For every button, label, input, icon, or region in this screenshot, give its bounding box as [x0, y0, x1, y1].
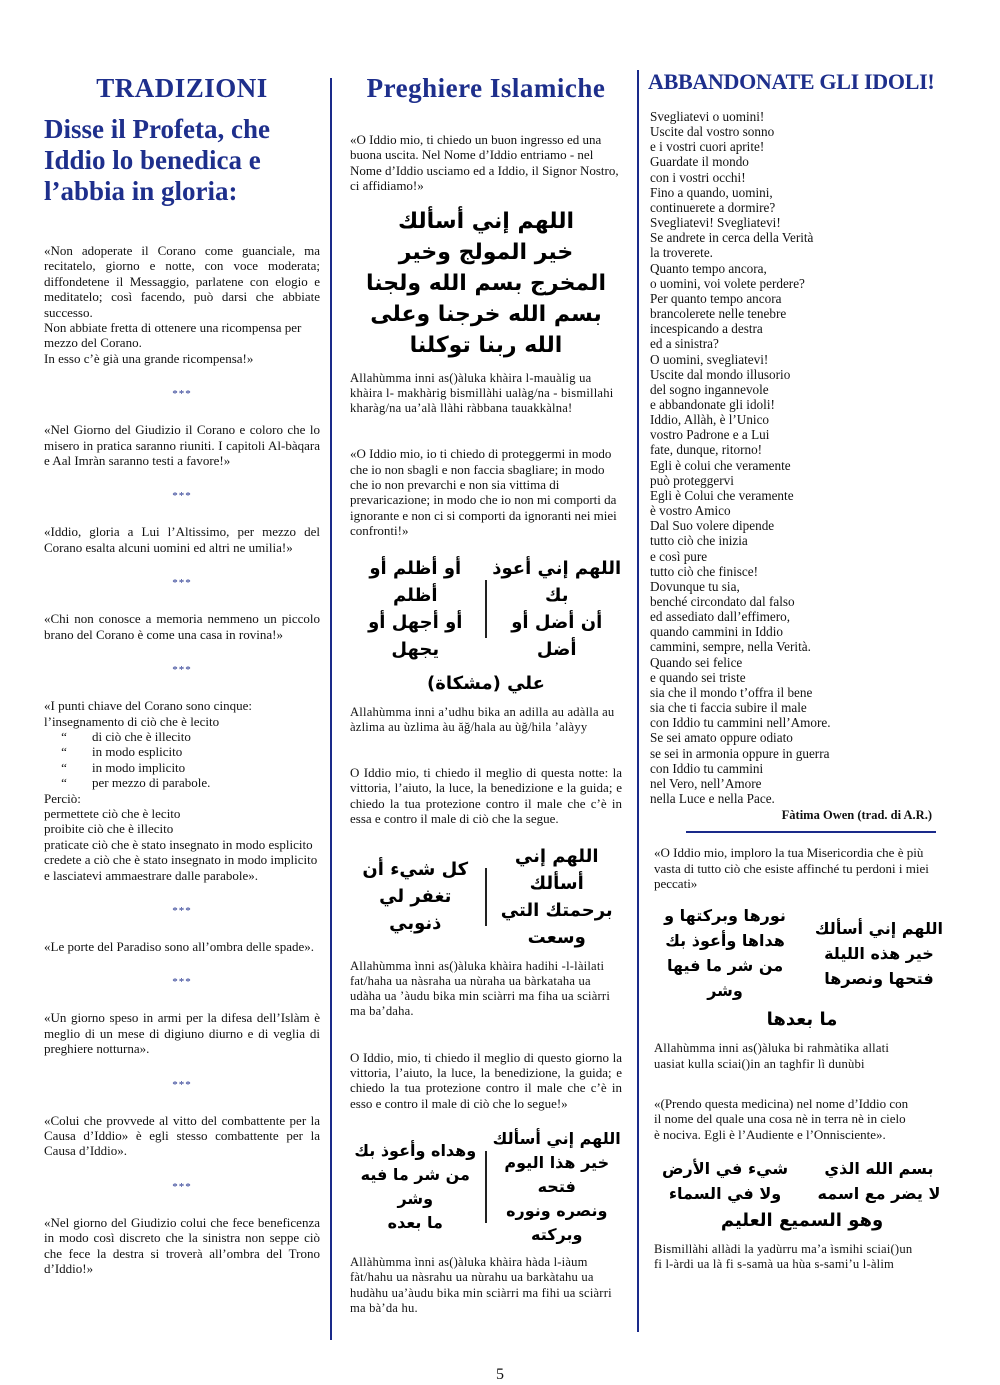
hadith-text: «Nel Giorno del Giudizio il Corano e coloro che lo misero in pratica saranno riuniti. I capitoli Al-bàqara e Aal Imràn saranno testi a favore!»	[44, 422, 320, 469]
hadith-block	[44, 243, 320, 366]
prayer-block	[650, 845, 950, 1072]
arabic-line: لا يضر مع اسمه	[817, 1184, 941, 1204]
poem-line: con Iddio tu cammini	[650, 760, 764, 776]
poem-line: tutto ciò che inizia	[650, 533, 748, 549]
list-item-text: per mezzo di parabole.	[92, 775, 211, 791]
section-title: TRADIZIONI	[96, 73, 268, 103]
arabic-line: فتحها ونصرها	[824, 968, 934, 988]
arabic-column-left	[654, 903, 796, 1003]
arabic-line: ولا في السماء	[668, 1184, 782, 1204]
poem-line: incespicando a destra	[650, 321, 763, 337]
arabic-line: بسم الله خرجنا وعلى	[370, 301, 602, 327]
hadith-block	[44, 939, 320, 954]
hadith-block	[44, 611, 320, 642]
separator: ***	[172, 577, 192, 590]
arabic-column-left	[350, 1139, 481, 1235]
page-number: 5	[496, 1366, 504, 1383]
arabic-line: شيء في الأرض	[662, 1159, 789, 1179]
ditto-mark: “	[61, 775, 67, 791]
poem-line: o uomini, voi volete perdere?	[650, 275, 805, 291]
poem-line: Quando sei felice	[650, 654, 743, 670]
poem-line: Se sei amato oppure odiato	[650, 730, 793, 746]
prayer-block	[350, 132, 622, 416]
arabic-line: ونصره ونوره وبركته	[506, 1201, 608, 1245]
prayer-text: «O Iddio mio, ti chiedo un buon ingresso ed una buona uscita. Nel Nome d’Iddio entriamo - nel Nome d’Iddio usciamo ed a Iddio, il Signor Nostro, ci affidiamo!»	[350, 132, 619, 194]
poem-line: ed a sinistra?	[650, 336, 719, 352]
arabic-line: خير هذا اليوم فتحه	[504, 1153, 610, 1197]
separator: ***	[172, 664, 192, 677]
poem-line: e i vostri cuori aprite!	[650, 139, 765, 155]
arabic-column-right	[491, 843, 622, 951]
poem-line: Egli è colui che veramente	[650, 457, 791, 473]
arabic-line: اللهم إني أسألك	[492, 1129, 621, 1149]
arabic-calligraphy	[654, 1156, 950, 1206]
column-divider	[637, 70, 639, 1332]
hadith-text: «I punti chiave del Corano sono cinque:	[44, 698, 252, 714]
transliteration: Allahùmma ìnni as()àluka khàira hadihi -l-làilati fat/haha ua nàsraha ua nùraha ua bàrkataha ua udàha ua ’àudu bika min sciàrri ma fiha ua sciàrri ma ba’daha.	[350, 958, 611, 1019]
poem-line: Iddio, Allàh, è l’Unico	[650, 412, 770, 428]
prayer-block	[350, 446, 622, 735]
arabic-line: أو أجهل أو يجهل	[368, 611, 463, 660]
prayer-block	[350, 1050, 622, 1316]
arabic-column-left	[654, 1156, 796, 1206]
hadith-text: «Le porte del Paradiso sono all’ombra delle spade».	[44, 938, 315, 954]
arabic-column-right	[491, 555, 622, 663]
poem-line: Guardate il mondo	[650, 154, 749, 170]
arabic-calligraphy	[350, 843, 622, 951]
column-preghiere	[350, 65, 622, 1316]
column-tradizioni	[44, 65, 320, 1276]
arabic-line: اللهم إني أسألك	[397, 208, 575, 234]
arabic-line: وهداه وأعوذ بك	[354, 1141, 477, 1161]
arabic-column-right	[491, 1127, 622, 1247]
column-abbandonate	[650, 65, 950, 1272]
hadith-text: In esso c’è già una grande ricompensa!»	[44, 350, 254, 366]
ditto-mark: “	[61, 728, 67, 744]
arabic-line: من شر ما فيها وشر	[666, 956, 784, 1001]
poem-line: tutto ciò che finisce!	[650, 563, 759, 579]
prayer-block	[650, 1096, 950, 1273]
poem-line: Fino a quando, uomini,	[650, 184, 773, 200]
list-item	[44, 775, 320, 790]
separator: ***	[172, 976, 192, 989]
poem-line: nella Luce e nella Pace.	[650, 791, 775, 807]
column-divider	[330, 78, 332, 1340]
prayer-text: «O Iddio mio, imploro la tua Misericordia che è più vasta di tutto ciò che esiste affinché tu perdoni i miei peccati»	[654, 845, 929, 891]
arabic-column-right	[808, 916, 950, 991]
poem-author: Fàtima Owen (trad. di A.R.)	[781, 808, 932, 823]
separator: ***	[172, 490, 192, 503]
transliteration: Allahùmma inni as()àluka bi rahmàtika allati uasiat kulla sciai()in an taghfir lì dunùbi	[654, 1041, 890, 1071]
hadith-text: credete a ciò che è stato insegnato in modo implicito	[44, 852, 318, 868]
arabic-line: من شر ما فيه وشر	[360, 1165, 470, 1209]
prayer-text: O Iddio mio, ti chiedo il meglio di questa notte: la vittoria, l’aiuto, la luce, la benedizione e la guida; e chiedo la tua protezione contro il male che c’è in essa e contro il male di ciò che la segue.	[350, 765, 622, 827]
arabic-line: وهو السميع العليم	[720, 1210, 884, 1232]
poem-line: può proteggervi	[650, 472, 734, 488]
list-item-text: in modo implicito	[92, 759, 186, 775]
arabic-line: أو أظلم أو أظلم	[369, 557, 462, 606]
hadith-block	[44, 1215, 320, 1277]
poem-line: vostro Padrone e a Lui	[650, 427, 770, 443]
arabic-line: المخرج بسم الله ولجنا	[366, 270, 606, 296]
hadith-block	[44, 422, 320, 468]
list-item-text: di ciò che è illecito	[92, 728, 191, 744]
arabic-calligraphy	[350, 555, 622, 663]
poem-line: sia che il mondo t’offra il bene	[650, 684, 813, 700]
hadith-text: «Colui che provvede al vitto del combattente per la Causa d’Iddio» è egli stesso combattente per la Causa d’Iddio».	[44, 1112, 320, 1159]
prayer-block	[350, 765, 622, 1019]
hadith-text: «Non adoperate il Corano come guanciale, ma recitatelo, giorno e notte, con voce moderata; diffondetene il Messaggio, parlatene con elogio e meditatelo; così facendo, può darsi che abbiate successo.	[44, 243, 320, 320]
arabic-line: هداها وأعوذ بك	[665, 931, 785, 951]
poem-line: continuerete a dormire?	[650, 199, 776, 215]
prayer-text: O Iddio, mio, ti chiedo il meglio di questo giorno la vittoria, l’aiuto, la luce, la benedizione, la guida; e chiedo la tua protezione contro il male che c’è in esso e contro il male di ciò che lo segue!»	[350, 1049, 622, 1111]
poem-line: del sogno ingannevole	[650, 381, 769, 397]
poem-line: cammini, sempre, nella Verità.	[650, 639, 811, 655]
arabic-line: خير هذه الليلة	[824, 943, 934, 963]
list-item	[44, 760, 320, 775]
hadith-block	[44, 1010, 320, 1056]
poem-line: è vostro Amico	[650, 503, 731, 519]
poem-line: Quanto tempo ancora,	[650, 260, 767, 276]
arabic-line: برحمتك التي وسعت	[500, 899, 613, 948]
poem-line: e così pure	[650, 548, 708, 564]
arabic-calligraphy	[350, 206, 622, 361]
transliteration: Allahùmma inni as()àluka khàira l-mauàlig ua khàira l- makhàrig bismillàhi ualàg/na - bismillahi kharàg/na ua’alà llàhi ràbbana tauakkàlna!	[350, 370, 614, 416]
hadith-text: «Iddio, gloria a Lui l’Altissimo, per mezzo del Corano esalta alcuni uomini ed altri ne umilia!»	[44, 524, 320, 555]
transliteration: Allahùmma inni a’udhu bika an adilla au adàlla au àzlima au ùzlima àu ăğ/hala au ùğ/hila ’alàyy	[350, 704, 615, 734]
section-title: ABBANDONATE GLI IDOLI!	[648, 69, 935, 94]
hadith-text: l’insegnamento di ciò che è lecito	[44, 713, 220, 729]
hadith-block	[44, 524, 320, 555]
arabic-line: كل شيء أن	[362, 859, 469, 881]
hadith-text: «Un giorno speso in armi per la difesa dell’Islàm è meglio di un mese di digiuno diurno e di veglia di preghiere notturna».	[44, 1010, 320, 1057]
list-item-text: in modo esplicito	[92, 744, 183, 760]
poem-line: con i vostri occhi!	[650, 169, 746, 185]
list-item	[44, 729, 320, 744]
hadith-text: praticate ciò che è stato insegnato in modo esplicito	[44, 836, 313, 852]
poem-line: la troverete.	[650, 245, 713, 261]
poem-line: ed assediato dall’effimero,	[650, 609, 791, 625]
poem-line: benché circondato dal falso	[650, 594, 795, 609]
poem-line: se sei in armonia oppure in guerra	[650, 745, 830, 761]
hadith-text: «Nel giorno del Giudizio colui che fece beneficenza in modo così discreto che la sinistra non seppe ciò che fece la destra si troverà all’ombra del Trono d’Iddio!»	[44, 1214, 320, 1277]
hadith-block	[44, 1113, 320, 1159]
poem-line: Uscite dal vostro sonno	[650, 124, 775, 140]
poem-line: Dovunque tu sia,	[650, 578, 740, 594]
hadith-text: «Chi non conosce a memoria nemmeno un piccolo brano del Corano è come una casa in rovina!»	[44, 611, 320, 642]
arabic-calligraphy	[654, 903, 950, 1003]
horizontal-divider	[686, 831, 936, 833]
arabic-column-right	[808, 1156, 950, 1206]
poem-line: Per quanto tempo ancora	[650, 290, 782, 306]
arabic-calligraphy	[350, 1127, 622, 1247]
arabic-line: نورها وبركتها و	[664, 906, 786, 926]
poem-line: quando cammini in Iddio	[650, 624, 783, 640]
poem-line: nel Vero, nell’Amore	[650, 775, 762, 791]
arabic-line: اللهم إني أسألك	[814, 918, 943, 938]
poem-line: brancolerete nelle tenebre	[650, 306, 787, 322]
arabic-line: ما بعدها	[766, 1009, 838, 1031]
poem-line: sia che ti faccia subire il male	[650, 700, 807, 716]
ditto-mark: “	[61, 759, 67, 775]
separator: ***	[172, 388, 192, 401]
poem-line: e quando sei triste	[650, 669, 746, 685]
section-subtitle: Disse il Profeta, che Iddio lo benedica e l’abbia in gloria:	[44, 114, 270, 206]
hadith-block	[44, 698, 320, 883]
prayer-text: «O Iddio mio, io ti chiedo di proteggermi in modo che io non sbagli e non faccia sbagliare; in modo che io non prevarchi e non sia vittima di prevaricazione; in modo che io non mi comporti da ignorante e non ci si comporti da ignoranti nei miei confronti!»	[350, 446, 617, 539]
arabic-column-left	[350, 856, 481, 937]
poem-line: Svegliatevi! Svegliatevi!	[650, 215, 781, 231]
poem-line: Svegliatevi o uomini!	[650, 109, 765, 124]
separator: ***	[172, 1180, 192, 1193]
hadith-text: proibite ciò che è illecito	[44, 821, 174, 837]
arabic-column-left	[350, 555, 481, 663]
poem-line: e abbandonate gli idoli!	[650, 396, 775, 412]
separator: ***	[172, 1078, 192, 1091]
arabic-line: ما بعده	[387, 1213, 443, 1233]
poem-line: Uscite dal mondo illusorio	[650, 366, 791, 382]
transliteration: Allàhùmma ìnni as()àluka khàira hàda l-iàum fàt/hahu ua nàsrahu ua nùrahu ua barkàtahu ua hudàhu ua’àudu bika min sciàrri ma fihi ua sciàrri ma bà’da hu.	[350, 1255, 612, 1315]
arabic-line: بسم الله الذي	[824, 1159, 934, 1179]
calligraphy-divider	[485, 1151, 487, 1223]
prayer-text: «(Prendo questa medicina) nel nome d’Iddio con il nome del quale una cosa nè in terra nè in cielo è nociva. Egli è l’Audiente e l’Onnisciente».	[654, 1095, 909, 1142]
hadith-text: Perciò:	[44, 790, 81, 806]
poem-line: Egli è Colui che veramente	[650, 487, 794, 503]
hadith-text: Non abbiate fretta di ottenere una ricompensa per mezzo del Corano.	[44, 320, 302, 351]
poem-line: fate, dunque, ritorno!	[650, 442, 763, 458]
calligraphy-divider	[485, 580, 487, 638]
poem-line: O uomini, svegliatevi!	[650, 351, 769, 367]
arabic-line: اللهم إني أعوذ بك	[492, 557, 622, 606]
ditto-mark: “	[61, 744, 67, 760]
hadith-text: e lasciatevi ammaestrare dalle parabole».	[44, 867, 259, 883]
arabic-line: أن أضل أو أضل	[511, 611, 603, 660]
arabic-line: تغفر لي ذنوبي	[379, 886, 452, 935]
poem-line: Se andrete in cerca della Verità	[650, 230, 814, 246]
poem-line: con Iddio tu cammini nell’Amore.	[650, 715, 831, 731]
arabic-line: الله ربنا توكلنا	[409, 332, 563, 358]
hadith-text: permettete ciò che è lecito	[44, 805, 181, 821]
separator: ***	[172, 904, 192, 917]
transliteration: Bismillàhi allàdi la yadùrru ma’a ìsmihi sciai()un fi l-àrdi ua là fi s-samà ua hùa s-sami’u l-àlim	[654, 1242, 913, 1272]
calligraphy-divider	[485, 868, 487, 926]
section-title: Preghiere Islamiche	[366, 73, 606, 103]
arabic-line: خير المولج وخير	[398, 239, 574, 265]
list-item	[44, 744, 320, 759]
arabic-line: اللهم إني أسألك	[514, 845, 599, 894]
poem-line: Dal Suo volere dipende	[650, 518, 775, 534]
poem	[650, 109, 950, 806]
arabic-line: علي (مشكاة)	[427, 672, 545, 694]
